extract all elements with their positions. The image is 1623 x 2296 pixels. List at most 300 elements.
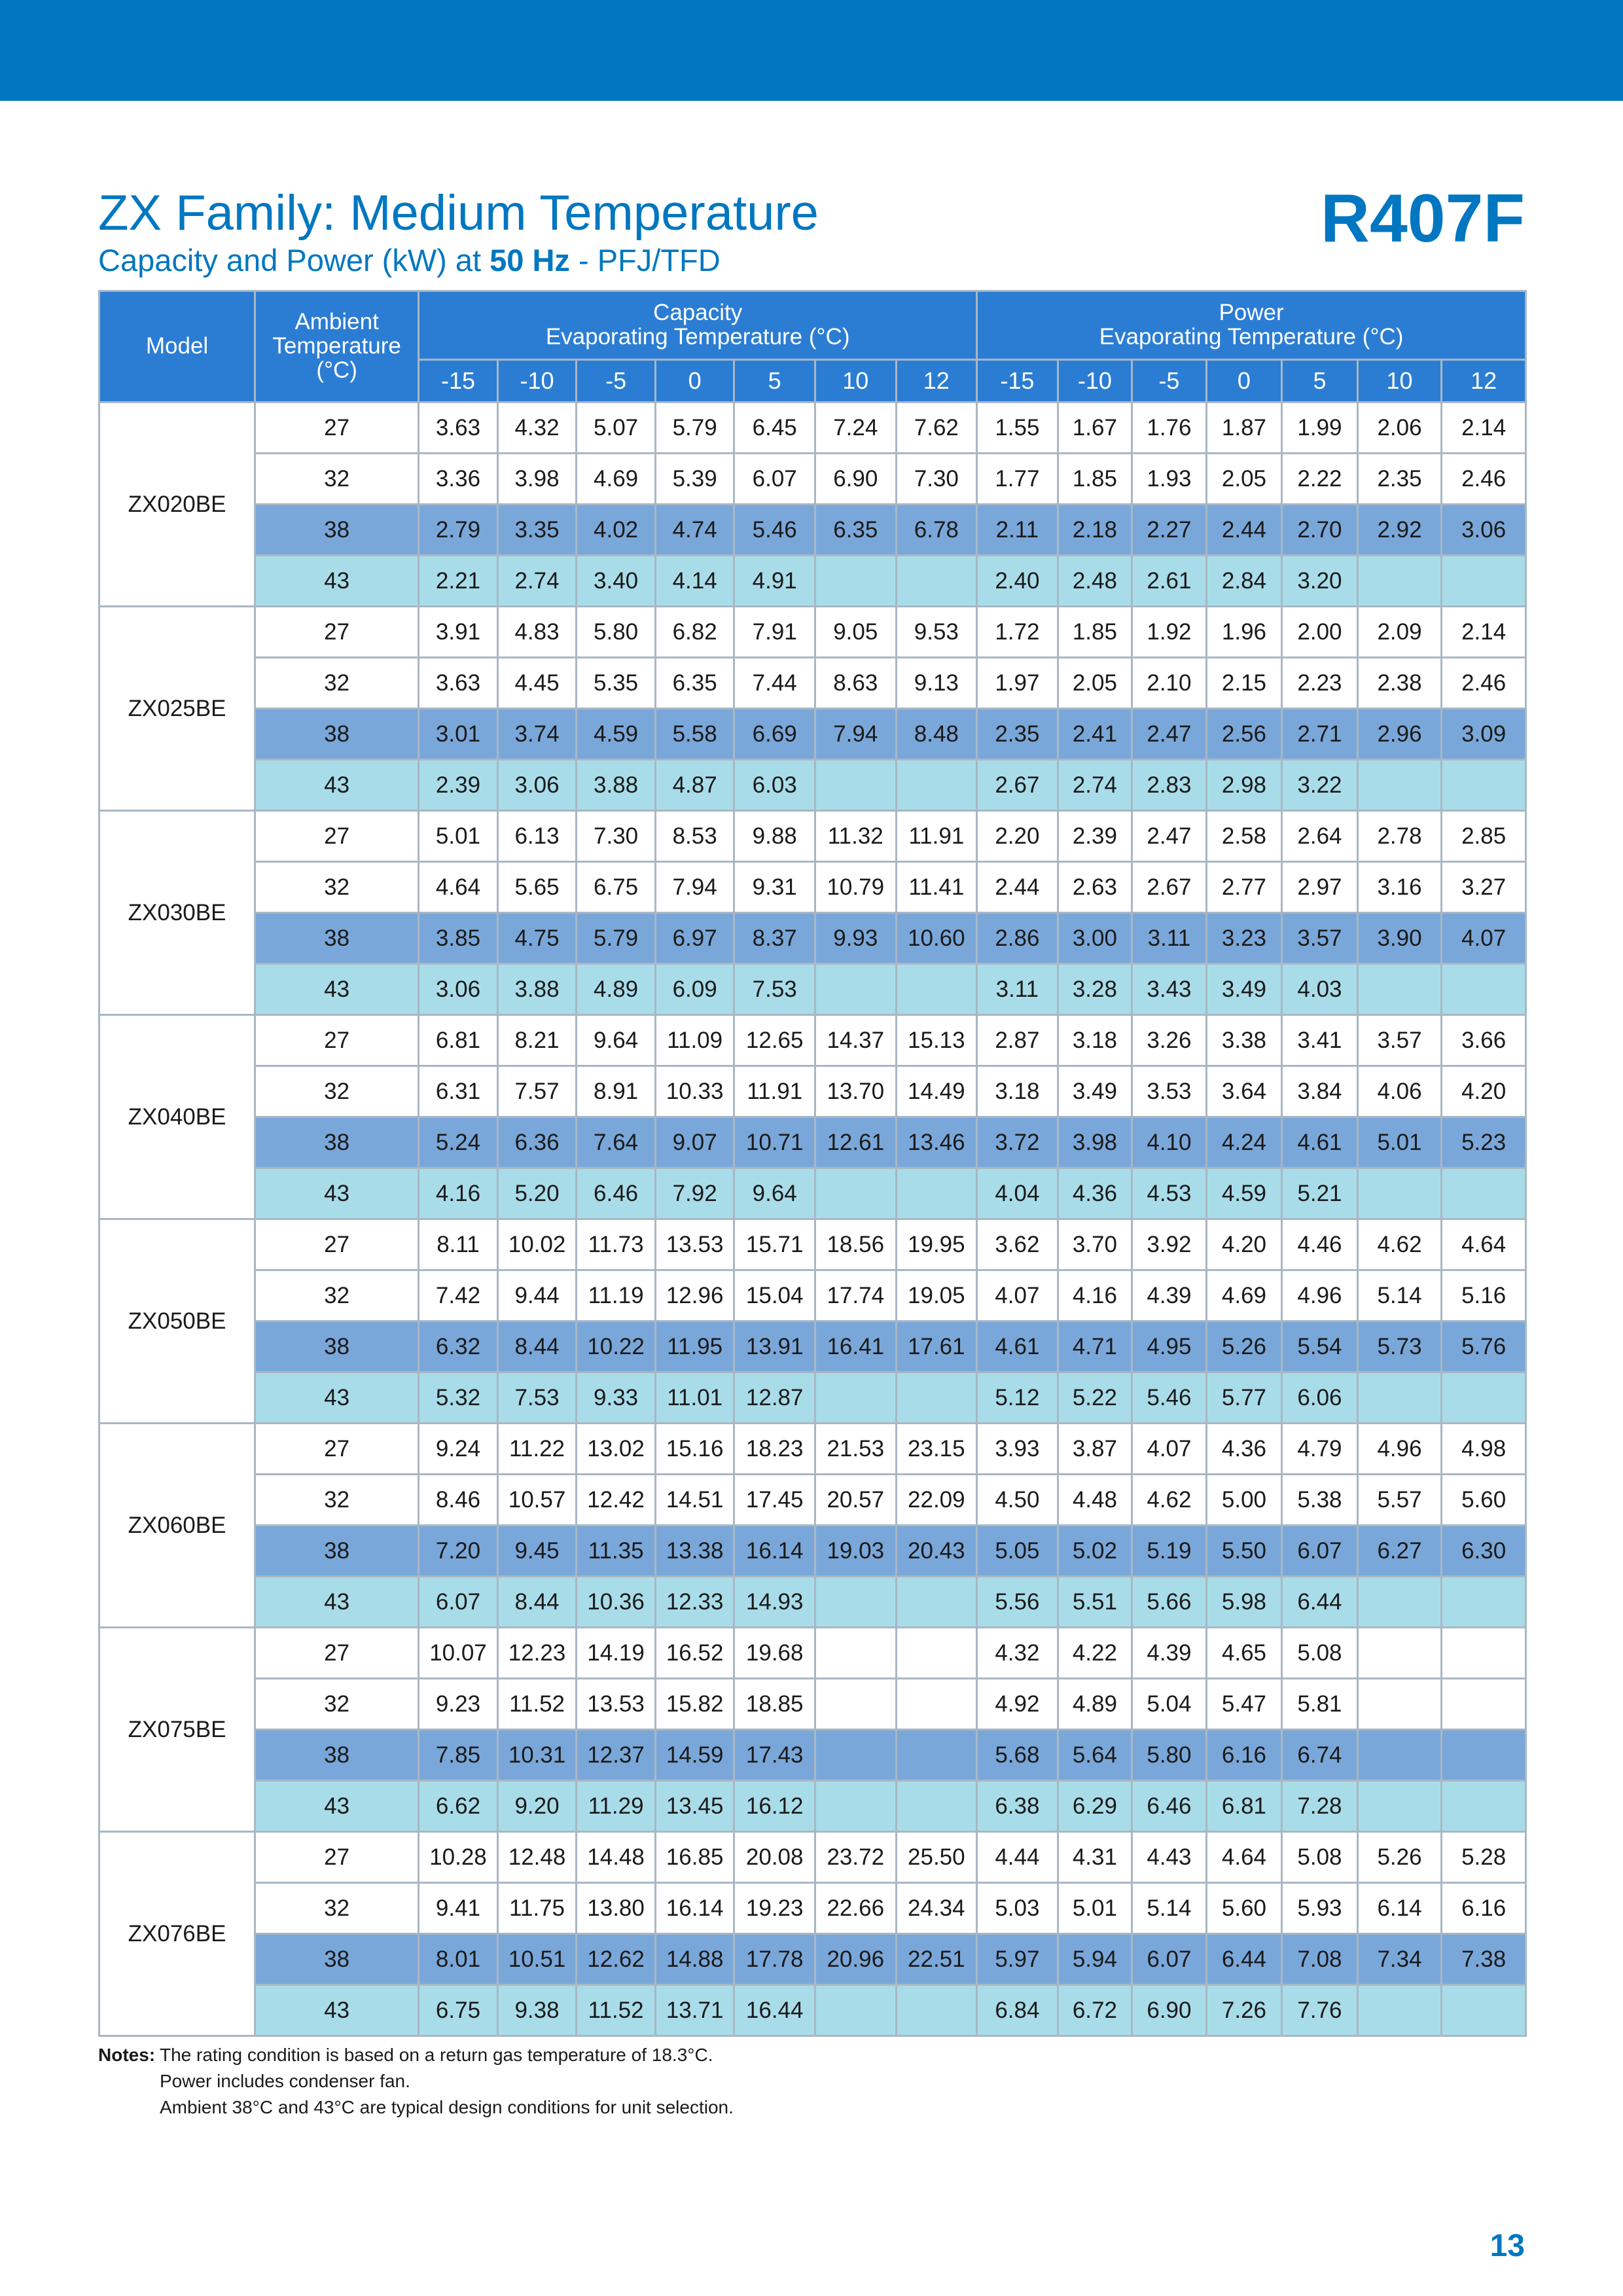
model-name-cell: ZX025BE xyxy=(99,607,255,811)
power-value-cell xyxy=(1357,1168,1442,1219)
capacity-value-cell: 15.71 xyxy=(734,1219,815,1270)
capacity-value-cell: 11.19 xyxy=(577,1270,656,1321)
capacity-value-cell: 6.45 xyxy=(734,403,815,454)
power-value-cell: 5.56 xyxy=(977,1577,1058,1628)
table-row xyxy=(99,1424,1526,1475)
power-value-cell: 3.06 xyxy=(1442,505,1526,556)
power-value-cell: 5.16 xyxy=(1442,1270,1526,1321)
power-value-cell: 2.78 xyxy=(1357,811,1442,862)
power-value-cell: 4.96 xyxy=(1282,1270,1358,1321)
capacity-value-cell: 5.80 xyxy=(577,607,656,658)
capacity-value-cell: 7.30 xyxy=(577,811,656,862)
table-row xyxy=(99,913,1526,964)
power-value-cell: 4.03 xyxy=(1282,964,1358,1015)
capacity-value-cell: 13.70 xyxy=(815,1066,896,1117)
ambient-temp-cell: 38 xyxy=(255,1526,419,1577)
capacity-value-cell: 14.48 xyxy=(577,1832,656,1883)
power-value-cell: 5.26 xyxy=(1357,1832,1442,1883)
power-value-cell: 4.20 xyxy=(1206,1219,1282,1270)
capacity-value-cell: 10.31 xyxy=(497,1730,577,1781)
capacity-value-cell: 5.39 xyxy=(655,454,734,505)
power-value-cell: 5.03 xyxy=(977,1883,1058,1934)
capacity-value-cell: 6.13 xyxy=(497,811,577,862)
power-value-cell: 5.51 xyxy=(1058,1577,1132,1628)
subtitle-prefix: Capacity and Power (kW) at xyxy=(98,243,490,278)
capacity-value-cell: 4.83 xyxy=(497,607,577,658)
capacity-value-cell: 4.32 xyxy=(497,403,577,454)
refrigerant-label: R407F xyxy=(1320,181,1525,257)
power-value-cell: 3.18 xyxy=(1058,1015,1132,1066)
capacity-value-cell: 9.93 xyxy=(815,913,896,964)
header-power xyxy=(977,291,1526,360)
capacity-value-cell: 3.36 xyxy=(419,454,498,505)
capacity-value-cell: 5.35 xyxy=(577,658,656,709)
power-value-cell: 5.50 xyxy=(1206,1526,1282,1577)
power-value-cell: 5.08 xyxy=(1282,1832,1358,1883)
power-value-cell: 2.67 xyxy=(977,760,1058,811)
ambient-temp-cell: 27 xyxy=(255,1424,419,1475)
header-capacity-line1: Capacity xyxy=(653,300,743,326)
capacity-value-cell: 3.06 xyxy=(419,964,498,1015)
power-value-cell: 4.61 xyxy=(977,1321,1058,1372)
table-row xyxy=(99,403,1526,454)
capacity-value-cell: 7.24 xyxy=(815,403,896,454)
power-value-cell: 4.59 xyxy=(1206,1168,1282,1219)
power-value-cell: 3.84 xyxy=(1282,1066,1358,1117)
power-value-cell: 5.14 xyxy=(1132,1883,1207,1934)
capacity-value-cell: 13.46 xyxy=(896,1117,977,1168)
power-value-cell: 3.41 xyxy=(1282,1015,1358,1066)
power-value-cell: 3.11 xyxy=(977,964,1058,1015)
capacity-value-cell: 9.13 xyxy=(896,658,977,709)
ambient-temp-cell: 38 xyxy=(255,1321,419,1372)
power-evap-temp-header: 10 xyxy=(1357,360,1442,403)
capacity-value-cell: 8.44 xyxy=(497,1577,577,1628)
header-ambient xyxy=(255,291,419,403)
model-name-cell: ZX076BE xyxy=(99,1832,255,2036)
capacity-value-cell: 15.16 xyxy=(655,1424,734,1475)
ambient-temp-cell: 38 xyxy=(255,1934,419,1985)
power-value-cell: 1.93 xyxy=(1132,454,1207,505)
power-value-cell: 6.72 xyxy=(1058,1985,1132,2036)
power-value-cell: 4.48 xyxy=(1058,1475,1132,1526)
capacity-evap-temp-header: -5 xyxy=(577,360,656,403)
ambient-temp-cell: 38 xyxy=(255,505,419,556)
power-value-cell: 4.95 xyxy=(1132,1321,1207,1372)
power-value-cell: 5.54 xyxy=(1282,1321,1358,1372)
power-value-cell: 2.64 xyxy=(1282,811,1358,862)
power-value-cell: 5.98 xyxy=(1206,1577,1282,1628)
capacity-value-cell: 9.88 xyxy=(734,811,815,862)
table-row xyxy=(99,1219,1526,1270)
power-value-cell: 2.00 xyxy=(1282,607,1358,658)
power-value-cell: 4.07 xyxy=(1442,913,1526,964)
capacity-value-cell xyxy=(815,1730,896,1781)
capacity-value-cell: 4.16 xyxy=(419,1168,498,1219)
power-value-cell: 2.84 xyxy=(1206,556,1282,607)
capacity-value-cell: 23.15 xyxy=(896,1424,977,1475)
power-value-cell: 4.32 xyxy=(977,1628,1058,1679)
power-value-cell: 1.85 xyxy=(1058,454,1132,505)
power-value-cell: 5.68 xyxy=(977,1730,1058,1781)
power-value-cell: 4.62 xyxy=(1132,1475,1207,1526)
model-name-cell: ZX060BE xyxy=(99,1424,255,1628)
capacity-value-cell: 17.74 xyxy=(815,1270,896,1321)
capacity-value-cell: 12.96 xyxy=(655,1270,734,1321)
power-value-cell: 1.67 xyxy=(1058,403,1132,454)
table-row xyxy=(99,556,1526,607)
ambient-temp-cell: 27 xyxy=(255,1832,419,1883)
capacity-value-cell: 9.07 xyxy=(655,1117,734,1168)
power-value-cell: 3.57 xyxy=(1282,913,1358,964)
power-value-cell: 2.35 xyxy=(1357,454,1442,505)
power-value-cell: 2.87 xyxy=(977,1015,1058,1066)
capacity-value-cell: 18.85 xyxy=(734,1679,815,1730)
power-value-cell: 6.90 xyxy=(1132,1985,1207,2036)
power-value-cell: 4.61 xyxy=(1282,1117,1358,1168)
power-value-cell: 4.69 xyxy=(1206,1270,1282,1321)
capacity-value-cell: 12.61 xyxy=(815,1117,896,1168)
capacity-value-cell: 6.97 xyxy=(655,913,734,964)
power-value-cell: 2.96 xyxy=(1357,709,1442,760)
capacity-value-cell: 21.53 xyxy=(815,1424,896,1475)
capacity-value-cell: 11.22 xyxy=(497,1424,577,1475)
power-value-cell: 2.46 xyxy=(1442,454,1526,505)
capacity-value-cell: 20.08 xyxy=(734,1832,815,1883)
capacity-value-cell: 20.96 xyxy=(815,1934,896,1985)
capacity-value-cell xyxy=(815,1985,896,2036)
power-value-cell: 6.07 xyxy=(1282,1526,1358,1577)
capacity-value-cell xyxy=(896,1168,977,1219)
table-row xyxy=(99,1475,1526,1526)
table-row xyxy=(99,1679,1526,1730)
power-value-cell: 2.06 xyxy=(1357,403,1442,454)
capacity-value-cell: 6.35 xyxy=(655,658,734,709)
capacity-value-cell: 10.60 xyxy=(896,913,977,964)
table-row xyxy=(99,1526,1526,1577)
power-value-cell: 2.41 xyxy=(1058,709,1132,760)
capacity-value-cell: 9.45 xyxy=(497,1526,577,1577)
power-value-cell: 5.73 xyxy=(1357,1321,1442,1372)
top-banner xyxy=(0,0,1623,101)
power-value-cell: 2.14 xyxy=(1442,403,1526,454)
table-row xyxy=(99,964,1526,1015)
capacity-value-cell: 3.88 xyxy=(577,760,656,811)
power-value-cell: 5.76 xyxy=(1442,1321,1526,1372)
table-body xyxy=(99,403,1526,2036)
power-value-cell: 3.87 xyxy=(1058,1424,1132,1475)
power-value-cell: 5.60 xyxy=(1442,1475,1526,1526)
capacity-value-cell: 2.39 xyxy=(419,760,498,811)
power-value-cell: 4.16 xyxy=(1058,1270,1132,1321)
table-row xyxy=(99,1934,1526,1985)
capacity-value-cell xyxy=(896,1781,977,1832)
power-value-cell: 5.02 xyxy=(1058,1526,1132,1577)
model-name-cell: ZX040BE xyxy=(99,1015,255,1219)
capacity-value-cell: 4.02 xyxy=(577,505,656,556)
power-value-cell: 3.00 xyxy=(1058,913,1132,964)
power-value-cell xyxy=(1357,1372,1442,1424)
capacity-value-cell: 2.79 xyxy=(419,505,498,556)
capacity-value-cell xyxy=(815,964,896,1015)
capacity-value-cell xyxy=(896,1985,977,2036)
power-value-cell: 2.09 xyxy=(1357,607,1442,658)
ambient-temp-cell: 32 xyxy=(255,454,419,505)
capacity-value-cell: 13.53 xyxy=(655,1219,734,1270)
capacity-value-cell: 3.06 xyxy=(497,760,577,811)
power-value-cell: 6.44 xyxy=(1206,1934,1282,1985)
capacity-value-cell xyxy=(815,1168,896,1219)
capacity-value-cell: 4.69 xyxy=(577,454,656,505)
power-value-cell: 5.21 xyxy=(1282,1168,1358,1219)
power-value-cell: 4.39 xyxy=(1132,1270,1207,1321)
power-value-cell: 6.74 xyxy=(1282,1730,1358,1781)
capacity-value-cell xyxy=(896,1679,977,1730)
capacity-value-cell xyxy=(896,1628,977,1679)
power-value-cell: 5.64 xyxy=(1058,1730,1132,1781)
table-row xyxy=(99,1066,1526,1117)
power-value-cell: 2.22 xyxy=(1282,454,1358,505)
capacity-value-cell: 13.02 xyxy=(577,1424,656,1475)
power-value-cell: 5.00 xyxy=(1206,1475,1282,1526)
power-evap-temp-header: 0 xyxy=(1206,360,1282,403)
power-value-cell xyxy=(1357,1679,1442,1730)
capacity-value-cell: 13.80 xyxy=(577,1883,656,1934)
capacity-value-cell: 4.45 xyxy=(497,658,577,709)
capacity-value-cell: 25.50 xyxy=(896,1832,977,1883)
power-value-cell: 3.70 xyxy=(1058,1219,1132,1270)
capacity-value-cell: 4.87 xyxy=(655,760,734,811)
power-value-cell: 4.53 xyxy=(1132,1168,1207,1219)
power-value-cell: 4.10 xyxy=(1132,1117,1207,1168)
capacity-value-cell xyxy=(815,1781,896,1832)
capacity-value-cell: 9.24 xyxy=(419,1424,498,1475)
capacity-value-cell xyxy=(815,1577,896,1628)
ambient-temp-cell: 43 xyxy=(255,1168,419,1219)
capacity-value-cell: 5.24 xyxy=(419,1117,498,1168)
header-power-line1: Power xyxy=(1219,300,1284,326)
table-row xyxy=(99,1883,1526,1934)
power-value-cell: 2.48 xyxy=(1058,556,1132,607)
capacity-value-cell: 10.79 xyxy=(815,862,896,913)
capacity-value-cell: 14.37 xyxy=(815,1015,896,1066)
power-value-cell: 6.84 xyxy=(977,1985,1058,2036)
capacity-value-cell: 13.45 xyxy=(655,1781,734,1832)
capacity-value-cell xyxy=(815,760,896,811)
capacity-value-cell: 12.33 xyxy=(655,1577,734,1628)
capacity-value-cell: 15.82 xyxy=(655,1679,734,1730)
page-title: ZX Family: Medium Temperature xyxy=(98,185,819,241)
capacity-value-cell: 4.14 xyxy=(655,556,734,607)
power-value-cell: 6.07 xyxy=(1132,1934,1207,1985)
power-value-cell xyxy=(1442,760,1526,811)
capacity-value-cell: 6.81 xyxy=(419,1015,498,1066)
power-value-cell: 4.65 xyxy=(1206,1628,1282,1679)
power-value-cell: 3.49 xyxy=(1206,964,1282,1015)
capacity-value-cell: 5.79 xyxy=(655,403,734,454)
power-value-cell: 1.76 xyxy=(1132,403,1207,454)
capacity-value-cell xyxy=(896,1730,977,1781)
power-value-cell: 1.92 xyxy=(1132,607,1207,658)
ambient-temp-cell: 38 xyxy=(255,1730,419,1781)
capacity-value-cell: 10.28 xyxy=(419,1832,498,1883)
capacity-evap-temp-header: 5 xyxy=(734,360,815,403)
power-value-cell: 2.86 xyxy=(977,913,1058,964)
power-value-cell: 2.70 xyxy=(1282,505,1358,556)
capacity-value-cell: 16.41 xyxy=(815,1321,896,1372)
notes xyxy=(98,2042,734,2121)
capacity-value-cell: 22.09 xyxy=(896,1475,977,1526)
capacity-value-cell: 19.95 xyxy=(896,1219,977,1270)
capacity-evap-temp-header: 10 xyxy=(815,360,896,403)
power-value-cell xyxy=(1357,1730,1442,1781)
power-value-cell: 6.46 xyxy=(1132,1781,1207,1832)
capacity-value-cell xyxy=(896,556,977,607)
power-value-cell: 4.79 xyxy=(1282,1424,1358,1475)
power-value-cell: 2.18 xyxy=(1058,505,1132,556)
capacity-value-cell: 3.63 xyxy=(419,658,498,709)
power-value-cell: 2.40 xyxy=(977,556,1058,607)
power-value-cell: 2.61 xyxy=(1132,556,1207,607)
power-value-cell: 4.36 xyxy=(1206,1424,1282,1475)
capacity-value-cell: 7.92 xyxy=(655,1168,734,1219)
power-value-cell: 2.74 xyxy=(1058,760,1132,811)
capacity-value-cell: 19.05 xyxy=(896,1270,977,1321)
capacity-value-cell: 4.59 xyxy=(577,709,656,760)
capacity-value-cell: 12.42 xyxy=(577,1475,656,1526)
capacity-value-cell xyxy=(815,1679,896,1730)
header-ambient-line2: Temperature xyxy=(272,333,401,359)
capacity-value-cell: 11.52 xyxy=(497,1679,577,1730)
power-value-cell: 4.92 xyxy=(977,1679,1058,1730)
power-value-cell: 2.35 xyxy=(977,709,1058,760)
capacity-value-cell xyxy=(896,760,977,811)
header-ambient-line1: Ambient xyxy=(294,309,379,335)
power-value-cell: 5.14 xyxy=(1357,1270,1442,1321)
page-subtitle xyxy=(98,245,721,276)
capacity-value-cell: 6.09 xyxy=(655,964,734,1015)
power-value-cell: 1.87 xyxy=(1206,403,1282,454)
capacity-value-cell: 8.53 xyxy=(655,811,734,862)
capacity-value-cell: 6.82 xyxy=(655,607,734,658)
power-value-cell: 4.24 xyxy=(1206,1117,1282,1168)
capacity-value-cell: 5.20 xyxy=(497,1168,577,1219)
capacity-value-cell: 4.91 xyxy=(734,556,815,607)
power-value-cell: 7.28 xyxy=(1282,1781,1358,1832)
model-name-cell: ZX075BE xyxy=(99,1628,255,1832)
capacity-value-cell: 16.52 xyxy=(655,1628,734,1679)
power-value-cell: 3.92 xyxy=(1132,1219,1207,1270)
power-value-cell: 2.38 xyxy=(1357,658,1442,709)
power-value-cell: 3.93 xyxy=(977,1424,1058,1475)
power-value-cell: 3.23 xyxy=(1206,913,1282,964)
power-value-cell: 1.96 xyxy=(1206,607,1282,658)
capacity-value-cell: 19.03 xyxy=(815,1526,896,1577)
capacity-value-cell: 8.44 xyxy=(497,1321,577,1372)
table-row xyxy=(99,607,1526,658)
capacity-value-cell: 12.48 xyxy=(497,1832,577,1883)
capacity-value-cell: 22.66 xyxy=(815,1883,896,1934)
power-value-cell: 6.14 xyxy=(1357,1883,1442,1934)
power-value-cell: 1.99 xyxy=(1282,403,1358,454)
power-value-cell: 4.71 xyxy=(1058,1321,1132,1372)
power-value-cell: 5.60 xyxy=(1206,1883,1282,1934)
power-value-cell: 3.57 xyxy=(1357,1015,1442,1066)
capacity-value-cell: 11.52 xyxy=(577,1985,656,2036)
power-value-cell: 5.38 xyxy=(1282,1475,1358,1526)
power-evap-temp-header: -5 xyxy=(1132,360,1207,403)
power-value-cell: 4.98 xyxy=(1442,1424,1526,1475)
power-value-cell: 3.98 xyxy=(1058,1117,1132,1168)
capacity-evap-temp-header: -10 xyxy=(497,360,577,403)
capacity-value-cell: 3.35 xyxy=(497,505,577,556)
power-value-cell: 5.08 xyxy=(1282,1628,1358,1679)
power-value-cell: 2.14 xyxy=(1442,607,1526,658)
capacity-value-cell: 9.64 xyxy=(577,1015,656,1066)
ambient-temp-cell: 43 xyxy=(255,556,419,607)
power-value-cell: 5.22 xyxy=(1058,1372,1132,1424)
capacity-value-cell: 11.01 xyxy=(655,1372,734,1424)
capacity-value-cell: 3.91 xyxy=(419,607,498,658)
capacity-value-cell: 10.22 xyxy=(577,1321,656,1372)
capacity-value-cell: 9.38 xyxy=(497,1985,577,2036)
table-row xyxy=(99,1321,1526,1372)
capacity-value-cell: 11.73 xyxy=(577,1219,656,1270)
table-row xyxy=(99,1628,1526,1679)
power-value-cell: 2.98 xyxy=(1206,760,1282,811)
table-row xyxy=(99,1117,1526,1168)
power-value-cell xyxy=(1442,964,1526,1015)
capacity-value-cell: 3.98 xyxy=(497,454,577,505)
ambient-temp-cell: 27 xyxy=(255,1015,419,1066)
power-value-cell: 1.72 xyxy=(977,607,1058,658)
capacity-value-cell: 3.63 xyxy=(419,403,498,454)
ambient-temp-cell: 32 xyxy=(255,1883,419,1934)
capacity-value-cell: 14.49 xyxy=(896,1066,977,1117)
power-value-cell: 6.30 xyxy=(1442,1526,1526,1577)
power-value-cell: 2.58 xyxy=(1206,811,1282,862)
capacity-value-cell: 16.85 xyxy=(655,1832,734,1883)
power-value-cell: 4.64 xyxy=(1442,1219,1526,1270)
power-value-cell: 4.89 xyxy=(1058,1679,1132,1730)
ambient-temp-cell: 32 xyxy=(255,1066,419,1117)
power-value-cell: 3.53 xyxy=(1132,1066,1207,1117)
ambient-temp-cell: 43 xyxy=(255,1577,419,1628)
capacity-value-cell: 18.56 xyxy=(815,1219,896,1270)
power-value-cell xyxy=(1442,556,1526,607)
power-value-cell: 2.11 xyxy=(977,505,1058,556)
header-capacity-line2: Evaporating Temperature (°C) xyxy=(545,324,850,350)
capacity-value-cell: 6.75 xyxy=(577,862,656,913)
power-value-cell: 2.44 xyxy=(1206,505,1282,556)
capacity-value-cell: 2.74 xyxy=(497,556,577,607)
ambient-temp-cell: 27 xyxy=(255,811,419,862)
power-value-cell: 3.90 xyxy=(1357,913,1442,964)
capacity-value-cell: 11.32 xyxy=(815,811,896,862)
power-value-cell: 4.43 xyxy=(1132,1832,1207,1883)
power-value-cell: 5.93 xyxy=(1282,1883,1358,1934)
power-value-cell: 5.19 xyxy=(1132,1526,1207,1577)
table-row xyxy=(99,760,1526,811)
table-row xyxy=(99,1781,1526,1832)
capacity-value-cell: 15.13 xyxy=(896,1015,977,1066)
ambient-temp-cell: 27 xyxy=(255,403,419,454)
power-value-cell: 3.16 xyxy=(1357,862,1442,913)
subtitle-frequency: 50 Hz xyxy=(490,243,570,278)
ambient-temp-cell: 38 xyxy=(255,1117,419,1168)
table-row xyxy=(99,1730,1526,1781)
capacity-value-cell: 24.34 xyxy=(896,1883,977,1934)
